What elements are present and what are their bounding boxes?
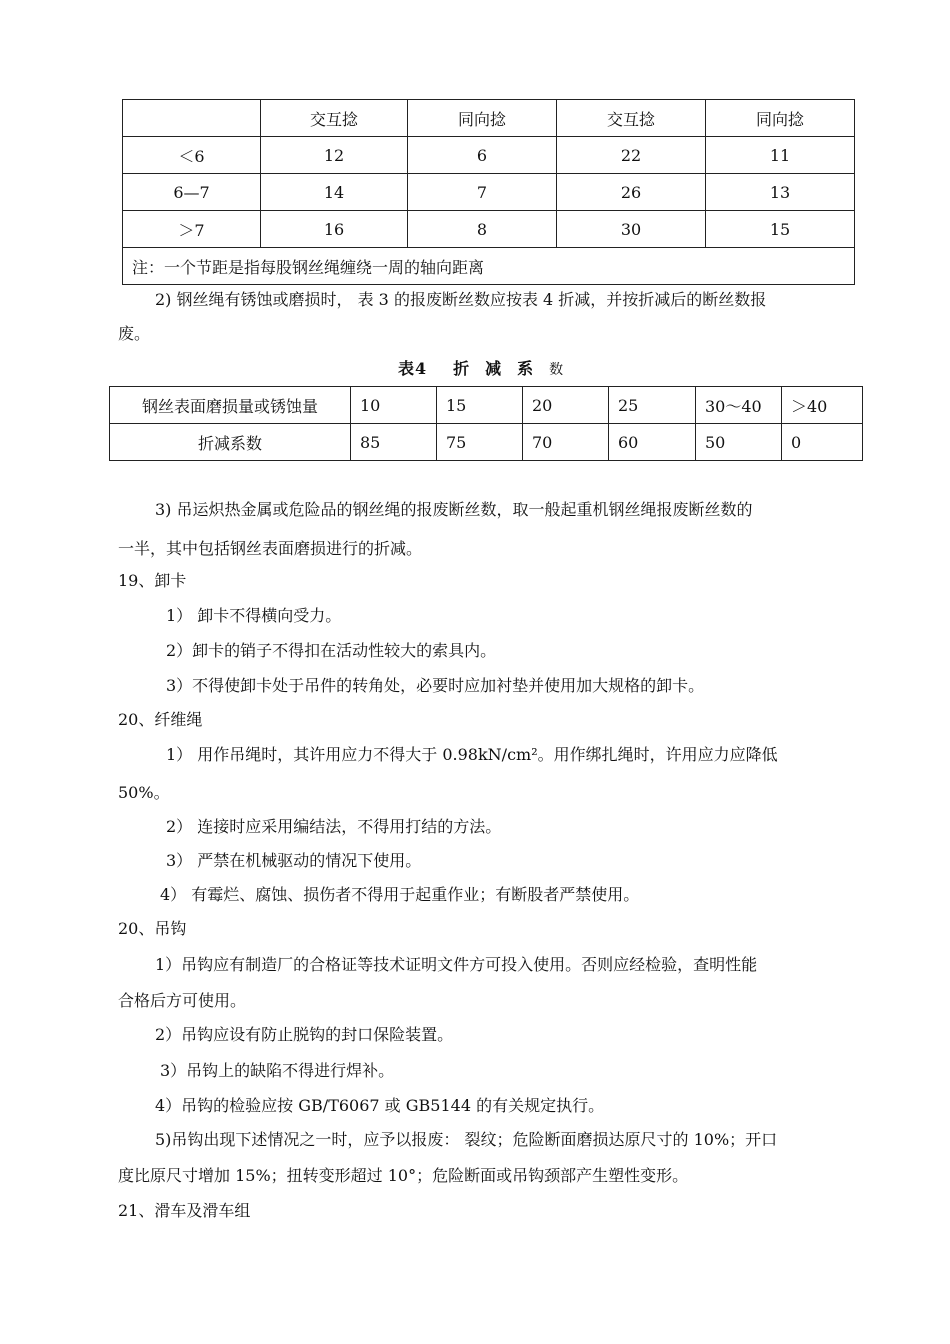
table-note-row <box>123 248 855 285</box>
table-cell: 13 <box>706 174 855 211</box>
section-20a-title: 20、纤维绳 <box>118 710 203 729</box>
table-cell: ＞40 <box>782 387 863 424</box>
table-cell: 15 <box>437 387 523 424</box>
table-cell: 6—7 <box>123 174 261 211</box>
table-cell: ＜6 <box>123 137 261 174</box>
table-row <box>110 387 863 424</box>
section-20b-item4: 4）吊钩的检验应按 GB/T6067 或 GB5144 的有关规定执行。 <box>155 1096 605 1115</box>
caption-main: 折减系 <box>453 359 550 378</box>
table-cell: 7 <box>408 174 557 211</box>
paragraph-3-line2: 一半，其中包括钢丝表面磨损进行的折减。 <box>118 539 423 558</box>
table-4-caption <box>398 356 564 379</box>
caption-tail: 数 <box>549 362 565 378</box>
table-note: 注：一个节距是指每股钢丝绳缠绕一周的轴向距离 <box>123 248 855 285</box>
table-cell: 10 <box>351 387 437 424</box>
row-label: 钢丝表面磨损量或锈蚀量 <box>110 387 351 424</box>
section-21-title: 21、滑车及滑车组 <box>118 1201 251 1220</box>
table-cell: 8 <box>408 211 557 248</box>
section-20a-item1-line1: 1） 用作吊绳时，其许用应力不得大于 0.98kN/cm²。用作绑扎绳时，许用应力应降低 <box>166 745 778 764</box>
table-cell: 50 <box>696 424 782 461</box>
table-header-cell: 同向捻 <box>706 100 855 137</box>
section-20b-title: 20、吊钩 <box>118 919 187 938</box>
reduction-factor-table <box>109 386 863 461</box>
section-20a-item2: 2） 连接时应采用编结法，不得用打结的方法。 <box>166 817 502 836</box>
paragraph-2-line1: 2) 钢丝绳有锈蚀或磨损时， 表 3 的报废断丝数应按表 4 折减，并按折减后的断丝数报 <box>155 290 767 309</box>
table-row <box>123 174 855 211</box>
table-cell: 12 <box>261 137 408 174</box>
table-cell: 20 <box>523 387 609 424</box>
table-cell: 0 <box>782 424 863 461</box>
table-cell: 22 <box>557 137 706 174</box>
table-cell: 14 <box>261 174 408 211</box>
table-header-cell: 交互捻 <box>261 100 408 137</box>
table-cell: 75 <box>437 424 523 461</box>
section-20b-item5-line2: 度比原尺寸增加 15%；扭转变形超过 10°；危险断面或吊钩颈部产生塑性变形。 <box>118 1166 689 1185</box>
table-cell: ＞7 <box>123 211 261 248</box>
section-19-title: 19、卸卡 <box>118 571 187 590</box>
section-19-item3: 3）不得使卸卡处于吊件的转角处，必要时应加衬垫并使用加大规格的卸卡。 <box>166 676 705 695</box>
section-20b-item1-line2: 合格后方可使用。 <box>118 991 247 1010</box>
table-cell: 26 <box>557 174 706 211</box>
table-header-row <box>123 100 855 137</box>
paragraph-2-line2: 废。 <box>118 324 151 343</box>
table-cell: 16 <box>261 211 408 248</box>
section-20b-item1-line1: 1）吊钩应有制造厂的合格证等技术证明文件方可投入使用。否则应经检验，查明性能 <box>155 955 758 974</box>
caption-prefix: 表4 <box>398 359 428 378</box>
paragraph-3-line1: 3) 吊运炽热金属或危险品的钢丝绳的报废断丝数，取一般起重机钢丝绳报废断丝数的 <box>155 500 753 519</box>
section-19-item1: 1） 卸卡不得横向受力。 <box>166 606 342 625</box>
table-header-cell: 交互捻 <box>557 100 706 137</box>
table-cell <box>123 100 261 137</box>
table-cell: 60 <box>609 424 696 461</box>
table-cell: 70 <box>523 424 609 461</box>
table-cell: 11 <box>706 137 855 174</box>
section-19-item2: 2）卸卡的销子不得扣在活动性较大的索具内。 <box>166 641 497 660</box>
section-20b-item5-line1: 5)吊钩出现下述情况之一时，应予以报废： 裂纹；危险断面磨损达原尺寸的 10%；开口 <box>155 1130 778 1149</box>
row-label: 折减系数 <box>110 424 351 461</box>
table-cell: 30 <box>557 211 706 248</box>
section-20b-item3: 3）吊钩上的缺陷不得进行焊补。 <box>160 1061 395 1080</box>
table-row <box>123 137 855 174</box>
broken-wire-table <box>122 99 855 285</box>
table-cell: 25 <box>609 387 696 424</box>
table-cell: 6 <box>408 137 557 174</box>
table-header-cell: 同向捻 <box>408 100 557 137</box>
table-row <box>123 211 855 248</box>
section-20a-item3: 3） 严禁在机械驱动的情况下使用。 <box>166 851 422 870</box>
section-20b-item2: 2）吊钩应设有防止脱钩的封口保险装置。 <box>155 1025 454 1044</box>
table-cell: 15 <box>706 211 855 248</box>
table-row <box>110 424 863 461</box>
table-cell: 85 <box>351 424 437 461</box>
section-20a-item1-line2: 50%。 <box>118 783 170 802</box>
table-cell: 30～40 <box>696 387 782 424</box>
section-20a-item4: 4） 有霉烂、腐蚀、损伤者不得用于起重作业；有断股者严禁使用。 <box>160 885 640 904</box>
